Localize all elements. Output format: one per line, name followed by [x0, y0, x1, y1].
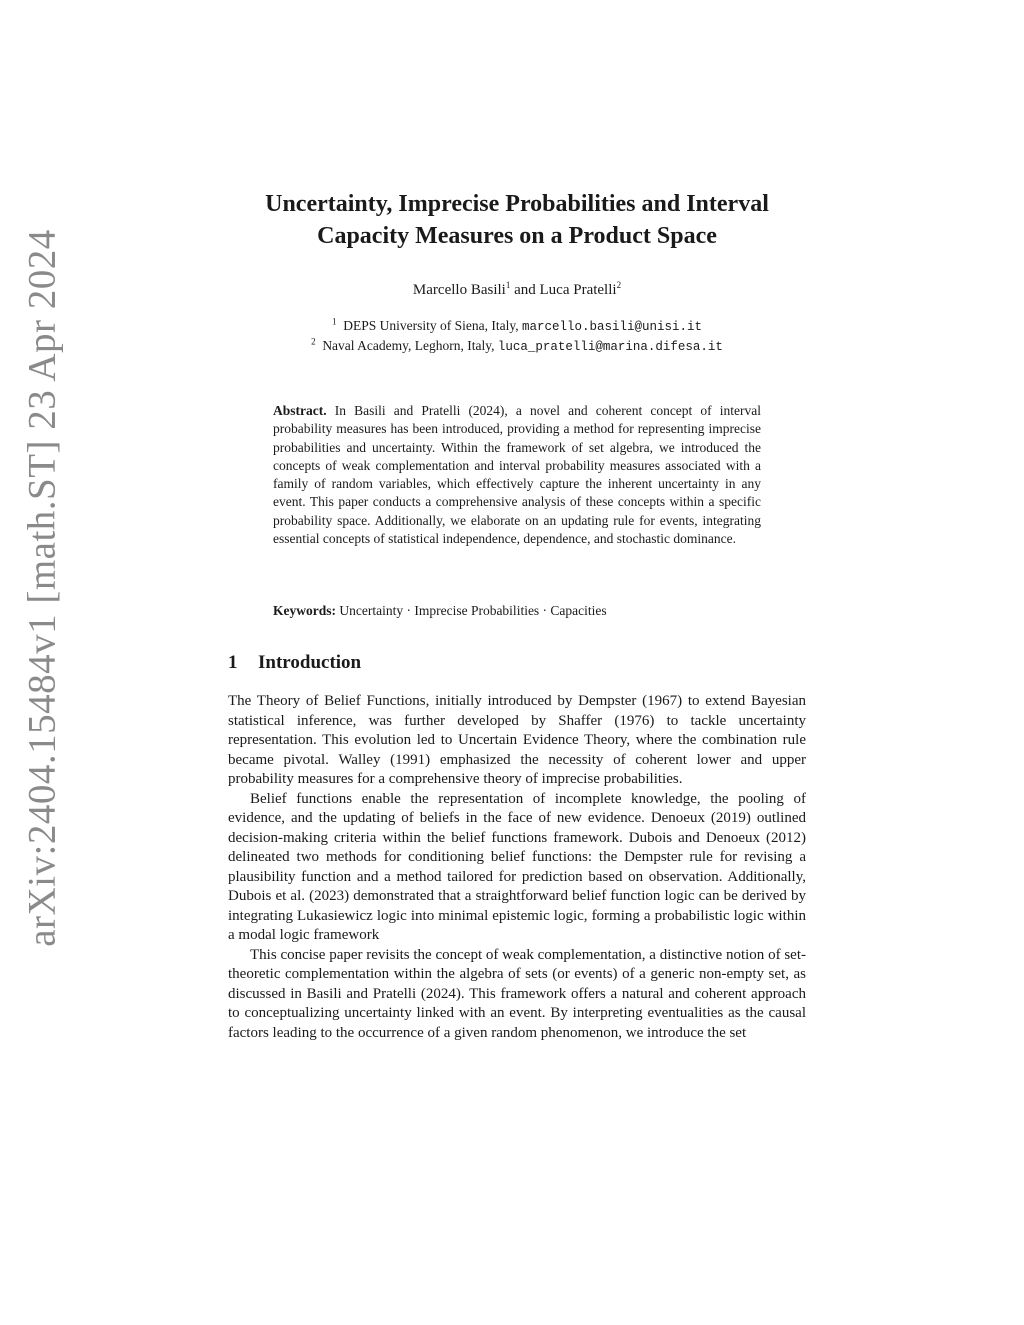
affil-1-sup: 1: [331, 316, 337, 327]
affil-1-text: DEPS University of Siena, Italy,: [343, 318, 522, 333]
author-basili-sup: 1: [505, 280, 511, 290]
affil-2-text: Naval Academy, Leghorn, Italy,: [322, 338, 498, 353]
section-number: 1: [228, 652, 238, 673]
abstract-text: In Basili and Pratelli (2024), a novel and coherent concept of interval probability measures has been introduced, providing a method for representing imprecise probabilities and uncertainty. Within the framework of set algebra, we introduced the concepts of weak complementation and interval probability measures associated with a family of random variables, which effectively capture the inherent uncertainty in any event. This paper conducts a comprehensive analysis of these concepts within a specific probability space. Additionally, we elaborate on an updating rule for events, integrating essential concepts of statistical independence, dependence, and stochastic dominance.: [273, 403, 762, 547]
section-body: [228, 692, 806, 1043]
author-list: [228, 282, 806, 299]
abstract-label: Abstract.: [273, 403, 327, 418]
paragraph: Belief functions enable the representation of incomplete knowledge, the pooling of evidence, and the updating of beliefs in the face of new evidence. Denoeux (2019) outlined decision-making criteria within the belief functions framework. Dubois and Denoeux (2012) delineated two methods for conditioning belief functions: the Dempster rule for revising a plausibility function and a method tailored for prediction based on observation. Additionally, Dubois et al. (2023) demonstrated that a straightforward belief function logic can be derived by integrating Lukasiewicz logic into minimal epistemic logic, forming a probabilistic logic within a modal logic framework: [228, 790, 806, 943]
affil-1-email[interactable]: marcello.basili@unisi.it: [521, 320, 702, 334]
keywords-block: [273, 603, 761, 619]
paragraph: This concise paper revisits the concept of weak complementation, a distinctive notion of set-theoretic complementation within the algebra of sets (or events) of a generic non-empty set, as discussed in Basili and Pratelli (2024). This framework offers a natural and coherent approach to conceptualizing uncertainty linked with an event. By interpreting eventualities as the causal factors leading to the occurrence of a given random phenomenon, we introduce the set: [228, 946, 806, 1041]
affiliation-1: [228, 318, 806, 334]
arxiv-sidebar: [0, 0, 80, 1325]
section-heading: [228, 652, 361, 674]
author-basili: Marcello Basili: [412, 282, 506, 298]
paper-title: [228, 188, 806, 252]
section-title: Introduction: [258, 652, 362, 673]
title-line-1: Uncertainty, Imprecise Probabilities and Interval: [265, 191, 769, 217]
affiliation-2: [228, 338, 806, 354]
author-pratelli: Luca Pratelli: [539, 282, 617, 298]
paragraph: The Theory of Belief Functions, initially introduced by Dempster (1967) to extend Bayesian statistical inference, was further developed by Shaffer (1976) to tackle uncertainty representation. This evolution led to Uncertain Evidence Theory, where the combination rule became pivotal. Walley (1991) emphasized the necessity of coherent lower and upper probability measures for a comprehensive theory of imprecise probabilities.: [228, 693, 806, 787]
abstract-block: [273, 402, 761, 548]
author-conjunction: and: [510, 282, 540, 298]
arxiv-identifier: arXiv:2404.15484v1 [math.ST] 23 Apr 2024: [20, 229, 64, 947]
title-line-2: Capacity Measures on a Product Space: [317, 223, 717, 249]
affil-2-email[interactable]: luca_pratelli@marina.difesa.it: [497, 340, 723, 354]
keywords-label: Keywords:: [273, 603, 336, 618]
affil-2-sup: 2: [311, 336, 316, 347]
keywords-text: Uncertainty · Imprecise Probabilities · Capacities: [339, 603, 607, 618]
author-pratelli-sup: 2: [616, 280, 622, 290]
